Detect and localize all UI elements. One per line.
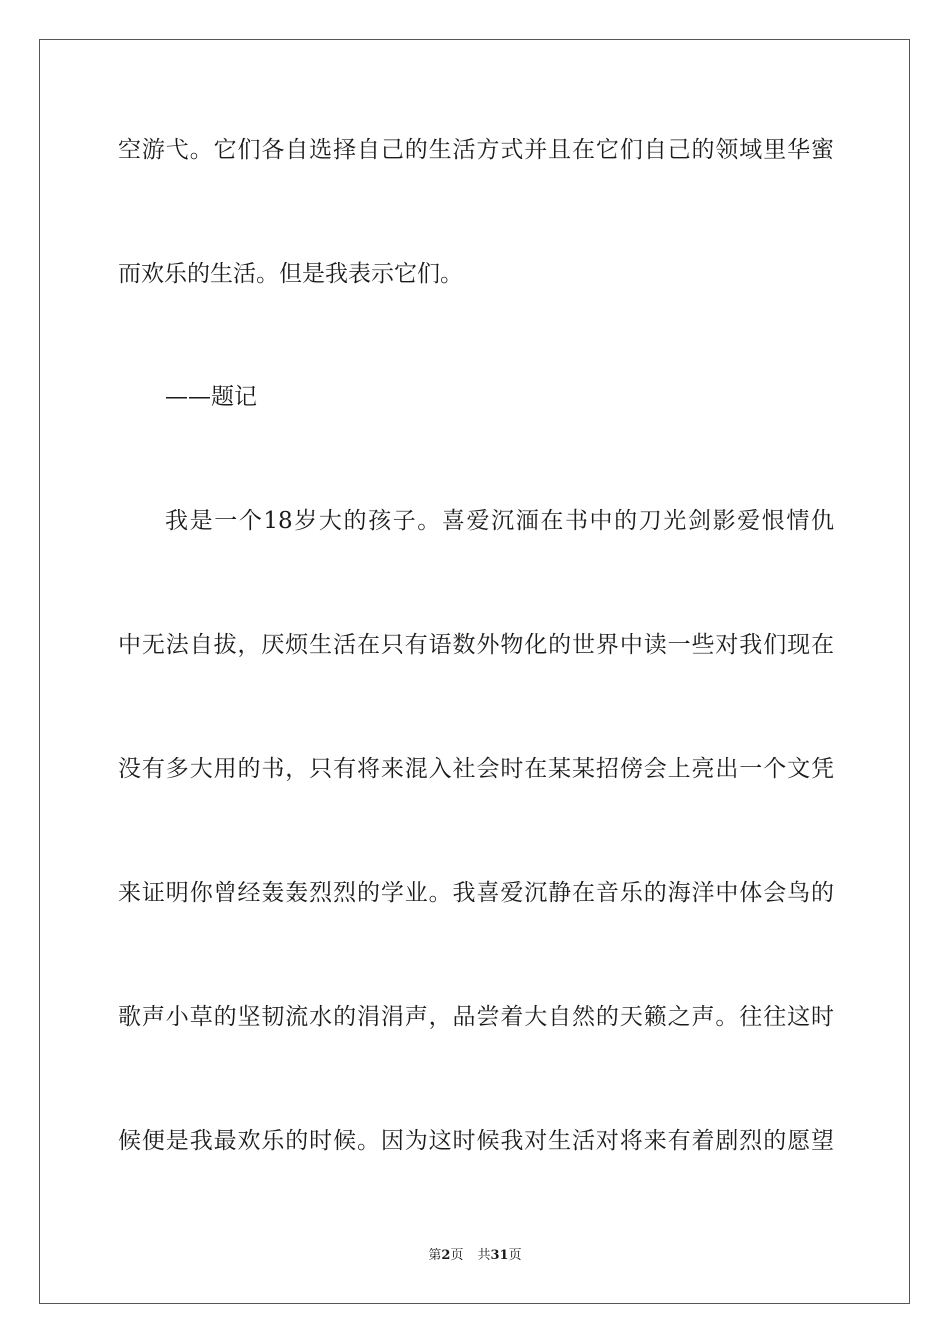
page-footer bbox=[0, 1247, 950, 1265]
body-line-6: 没有多大用的书，只有将来混入社会时在某某招傍会上亮出一个文凭 bbox=[118, 756, 834, 782]
page-prefix: 第 bbox=[428, 1248, 442, 1263]
page-border bbox=[39, 39, 910, 1304]
body-line-5: 中无法自拔，厌烦生活在只有语数外物化的世界中读一些对我们现在 bbox=[118, 632, 834, 658]
body-line-8: 歌声小草的坚韧流水的涓涓声，品尝着大自然的天籁之声。往往这时 bbox=[118, 1004, 834, 1030]
body-line-1: 空游弋。它们各自选择自己的生活方式并且在它们自己的领域里华蜜 bbox=[118, 137, 834, 163]
paragraph-first-line: 我是一个18岁大的孩子。喜爱沉湎在书中的刀光剑影爱恨情仇 bbox=[165, 508, 834, 534]
total-suffix: 页 bbox=[508, 1248, 522, 1263]
body-line-2: 而欢乐的生活。但是我表示它们。 bbox=[118, 261, 463, 287]
total-pages: 31 bbox=[490, 1248, 509, 1263]
total-prefix: 共 bbox=[477, 1248, 491, 1263]
page-suffix: 页 bbox=[450, 1248, 464, 1263]
body-line-9: 候便是我最欢乐的时候。因为这时候我对生活对将来有着剧烈的愿望 bbox=[118, 1128, 834, 1154]
body-line-7: 来证明你曾经轰轰烈烈的学业。我喜爱沉静在音乐的海洋中体会鸟的 bbox=[118, 880, 834, 906]
epigraph-signature: ——题记 bbox=[165, 384, 257, 410]
page-number: 2 bbox=[441, 1248, 451, 1263]
